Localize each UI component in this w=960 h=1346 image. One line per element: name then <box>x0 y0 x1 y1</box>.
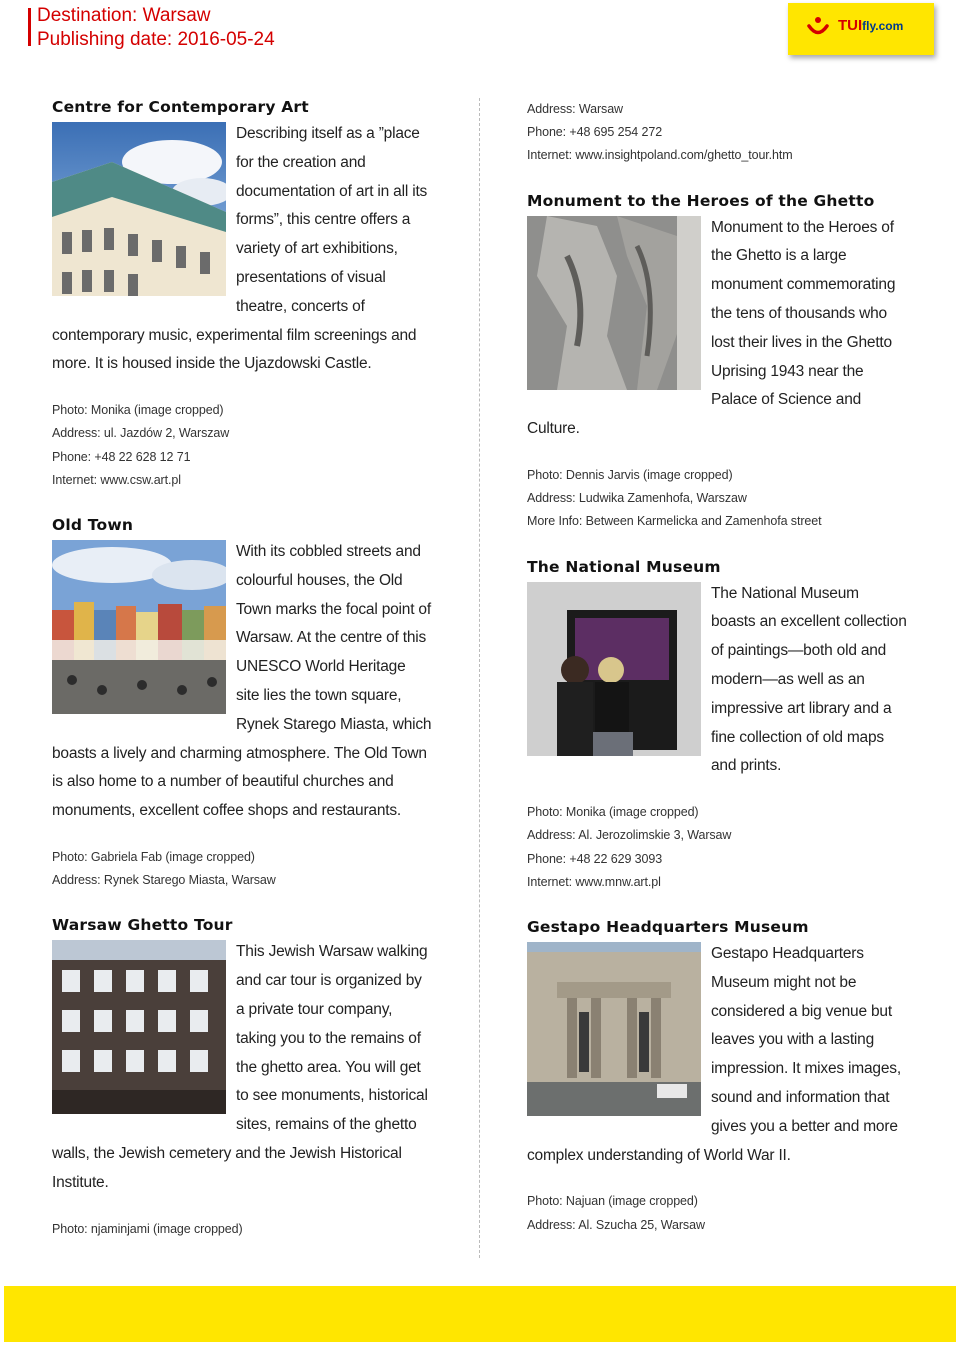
photo-museum <box>527 582 701 756</box>
section-title: The National Museum <box>527 557 721 576</box>
meta-photo: Photo: Monika (image cropped) <box>527 805 699 820</box>
meta-address: Address: Warsaw <box>527 102 623 116</box>
section-title: Centre for Contemporary Art <box>52 98 309 116</box>
section-title: Gestapo Headquarters Museum <box>527 917 809 936</box>
meta-photo: Photo: Monika (image cropped) <box>52 403 224 418</box>
section-body: Gestapo Headquarters Museum might not be considered a big venue but leaves you with a lasting impression. It mixes images, sound and information that gives you a better and more complex understanding of World War II. <box>527 944 901 1164</box>
section-meta <box>52 399 432 492</box>
meta-address: Address: Al. Szucha 25, Warsaw <box>527 1217 705 1232</box>
column-divider <box>479 98 480 1258</box>
section-meta <box>527 464 907 534</box>
meta-internet[interactable]: Internet: www.csw.art.pl <box>52 472 181 487</box>
section-ghetto-monument <box>527 192 907 534</box>
ghetto-tour-meta-continued <box>527 98 907 168</box>
photo-monument <box>527 216 701 390</box>
section-meta <box>52 1218 432 1241</box>
header-accent-bar <box>28 8 31 46</box>
section-body: Describing itself as a ”place for the creation and documentation of art in all its forms”, this centre offers a variety of art exhibitions, presentations of visual theatre, concerts of contemporary music, experimental film screenings and more. It is housed inside the Ujazdowski Castle. <box>52 125 428 373</box>
meta-photo: Photo: Gabriela Fab (image cropped) <box>52 849 255 864</box>
section-meta <box>527 1190 907 1236</box>
section-meta <box>52 846 432 892</box>
section-contemporary-art <box>52 98 432 492</box>
meta-phone: Phone: +48 695 254 272 <box>527 125 663 140</box>
photo-ghetto-building <box>52 940 226 1114</box>
logo-wordmark: TUIfly.com <box>838 17 904 34</box>
meta-phone: Phone: +48 22 628 12 71 <box>52 449 191 464</box>
section-title: Warsaw Ghetto Tour <box>52 916 233 935</box>
section-old-town <box>52 516 432 892</box>
tui-smile-icon <box>806 15 830 39</box>
footer-bar <box>4 1286 956 1342</box>
section-meta <box>527 801 907 894</box>
meta-address: Address: Al. Jerozolimskie 3, Warsaw <box>527 828 732 843</box>
section-body: Monument to the Heroes of the Ghetto is a large monument commemorating the tens of thousands who lost their lives in the Ghetto Uprising 1943 near the Palace of Science and Culture. <box>527 218 896 438</box>
meta-address: Address: Ludwika Zamenhofa, Warszaw <box>527 491 747 506</box>
right-column <box>527 98 907 1237</box>
section-gestapo-museum <box>527 918 907 1237</box>
section-body: The National Museum boasts an excellent collection of paintings—both old and modern—as well as an impressive art library and a fine collection of old maps and prints. <box>711 584 907 775</box>
meta-address: Address: ul. Jazdów 2, Warszaw <box>52 426 230 441</box>
meta-photo: Photo: njaminjami (image cropped) <box>52 1221 243 1236</box>
photo-old-town <box>52 540 226 714</box>
publishing-date: Publishing date: 2016-05-24 <box>37 29 275 50</box>
tuifly-logo[interactable] <box>788 3 934 55</box>
meta-more-info: More Info: Between Karmelicka and Zamenhofa street <box>527 514 822 529</box>
section-title: Monument to the Heroes of the Ghetto <box>527 191 875 210</box>
section-body: With its cobbled streets and colourful houses, the Old Town marks the focal point of Warsaw. At the centre of this UNESCO World Heritage site lies the town square, Rynek Starego Miasta, which boasts a lively and charming atmosphere. The Old Town is also home to a number of beautiful churches and monuments, excellent coffee shops and restaurants. <box>52 542 432 820</box>
left-column <box>52 98 432 1241</box>
meta-phone: Phone: +48 22 629 3093 <box>527 851 663 866</box>
meta-photo: Photo: Najuan (image cropped) <box>527 1194 698 1209</box>
section-ghetto-tour <box>52 916 432 1240</box>
section-body: This Jewish Warsaw walking and car tour is organized by a private tour company, taking you to the remains of the ghetto area. You will get to see monuments, historical sites, remains of the ghetto walls, the Jewish cemetery and the Jewish Historical Institute. <box>52 943 428 1191</box>
meta-address: Address: Rynek Starego Miasta, Warsaw <box>52 873 276 888</box>
meta-photo: Photo: Dennis Jarvis (image cropped) <box>527 467 733 482</box>
photo-castle <box>52 122 226 296</box>
meta-internet[interactable]: Internet: www.mnw.art.pl <box>527 874 661 889</box>
destination-title: Destination: Warsaw <box>37 5 211 26</box>
meta-internet[interactable]: Internet: www.insightpoland.com/ghetto_tour.htm <box>527 148 793 163</box>
section-title: Old Town <box>52 515 134 534</box>
section-national-museum <box>527 558 907 894</box>
photo-gestapo-building <box>527 942 701 1116</box>
